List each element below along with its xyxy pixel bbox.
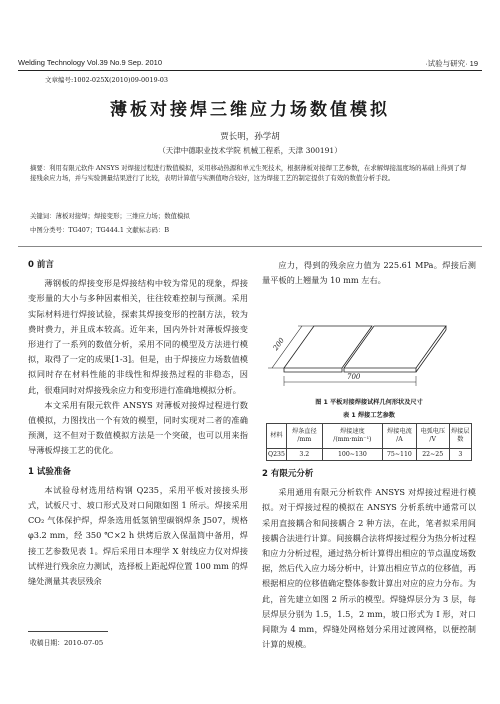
- table-header-cell: 焊接电流 /A: [382, 424, 416, 449]
- table-cell: Q235: [267, 449, 287, 461]
- table-header-cell: 材料: [267, 424, 287, 449]
- figure-caption: 图 1 平板对接焊接试样几何形状及尺寸: [315, 399, 423, 406]
- intro-paragraph-2: 本文采用有限元软件 ANSYS 对薄板对接焊过程进行数值模拟，力图找出一个有效的模型，同时实现对二者的准确预测，这不但对于数值模拟方法是一个突破，也可以用来指导薄板焊接工艺的优化。: [28, 399, 248, 456]
- table-header-cell: 焊接速度 /(mm·min⁻¹): [322, 424, 382, 449]
- header-rule: [18, 70, 482, 71]
- received-date: 收稿日期：2010-07-05: [30, 639, 104, 647]
- left-column: [28, 258, 248, 589]
- abstract: 摘要：利用有限元软件 ANSYS 对焊接过程进行数值模拟，采用移动热源和单元生死技术，根据薄板对接焊工艺参数，在求解焊接温度场的基础上得到了焊接残余应力场，并与实验测量结果进行了比较，表明计算值与实测值吻合较好，这为焊接工艺的制定提供了有效的数值分析手段。: [30, 164, 467, 182]
- right-column-top: [262, 258, 476, 288]
- length-dimension-label: 700: [347, 373, 361, 381]
- table-header-cell: 焊接层数: [449, 424, 471, 449]
- intro-paragraph-1: 薄钢板的焊接变形是焊接结构中较为常见的现象，焊接变形量的大小与多种因素相关，往往较难控制与预测。采用实际材料进行焊接试验，探索其焊接变形的控制方法，较为费时费力，并且成本较高。近年来，国内外针对薄板焊接变形进行了一系列的数值分析，采用不同的模型及方法进行模拟，取得了一定的成果[1-3]。但是，由于焊接应力场数值模拟同时存在材料性能的非线性和焊接热过程的非稳态，因此，很难同时对焊接残余应力和变形进行准确地模拟分析。: [28, 278, 248, 395]
- paper-title: 薄板对接焊三维应力场数值模拟: [110, 100, 390, 120]
- table-header-row: [267, 424, 472, 449]
- table-header-cell: 焊条直径 /mm: [286, 424, 322, 449]
- specimen-figure: [262, 298, 476, 394]
- running-header-journal: Welding Technology Vol.39 No.9 Sep. 2010: [18, 58, 162, 67]
- plate-right-top: [344, 326, 446, 368]
- plate-side-edge: [416, 330, 446, 372]
- table-cell: 3.2: [286, 449, 322, 461]
- width-dimension-label: 200: [271, 336, 286, 353]
- article-number: 文章编号:1002-025X(2010)09-0019-03: [45, 76, 169, 84]
- section-heading-experiment: 1 试验准备: [28, 466, 71, 477]
- table-cell: 75~110: [382, 449, 416, 461]
- table-caption: 表 1 焊接工艺参数: [343, 412, 395, 419]
- footnote-rule: [28, 631, 108, 632]
- section-heading-intro: 0 前言: [28, 260, 54, 270]
- experiment-paragraph: 本试验母材选用结构钢 Q235，采用平板对接接头形式，试板尺寸、坡口形式及对口间隙如图 1 所示。焊接采用 CO₂ 气体保护焊，焊条选用低氢钠型碳钢焊条 J507，规格 φ3.2 mm，经 350 ℃×2 h 烘烤后放入保温筒中备用，焊接工艺参数见表 1。焊后采用日本理学 X 射线应力仪对焊接试样进行残余应力测试，选择板上距起焊位置 100 mm 的焊缝处测量其表层残余: [28, 484, 248, 587]
- welding-parameter-table: [266, 423, 472, 461]
- results-paragraph: 应力，得到的残余应力值为 225.61 MPa。焊接后测量平板的上翘量为 10 mm 左右。: [262, 260, 476, 286]
- right-column-bottom: [262, 467, 476, 652]
- abstract-separator: [18, 246, 482, 247]
- table-row: [267, 449, 472, 461]
- table-cell: 100~130: [322, 449, 382, 461]
- table-cell: 22~25: [416, 449, 449, 461]
- affiliation: （天津中德职业技术学院 机械工程系，天津 300191）: [158, 146, 342, 155]
- classification-codes: 中图分类号：TG407；TG444.1 文献标志码：B: [30, 226, 170, 234]
- table-cell: 3: [449, 449, 471, 461]
- plate-right-edge: [344, 368, 416, 372]
- keywords: 关键词：薄板对接焊；焊接变形；三维应力场；数值模拟: [30, 212, 190, 220]
- section-heading-fea: 2 有限元分析: [262, 469, 314, 479]
- author-list: 贾长明，孙学胡: [220, 132, 280, 142]
- table-header-cell: 电弧电压 /V: [416, 424, 449, 449]
- running-header-section: ·试验与研究· 19: [425, 59, 478, 68]
- fea-paragraph: 采用通用有限元分析软件 ANSYS 对焊接过程进行模拟。对于焊接过程的模拟在 ANSYS 分析系统中通常可以采用直接耦合和间接耦合 2 种方法，在此，笔者拟采用间接耦合法进行计算。间接耦合法将焊接过程分为热分析过程和应力分析过程，通过热分析计算得出相应的节点温度场数据，然后代入应力场分析中，计算出相应节点的位移值，再根据相应的位移值确定整体参数计算出对应的应力分布。为此，首先建立如图 2 所示的模型。焊缝焊层分为 3 层，每层焊层分别为 1.5，1.5，2 mm，坡口形式为 I 形，对口间隙为 4 mm，焊缝处网格划分采用过渡网格，以便控制计算的规模。: [262, 487, 476, 650]
- plate-left-edge: [284, 368, 342, 372]
